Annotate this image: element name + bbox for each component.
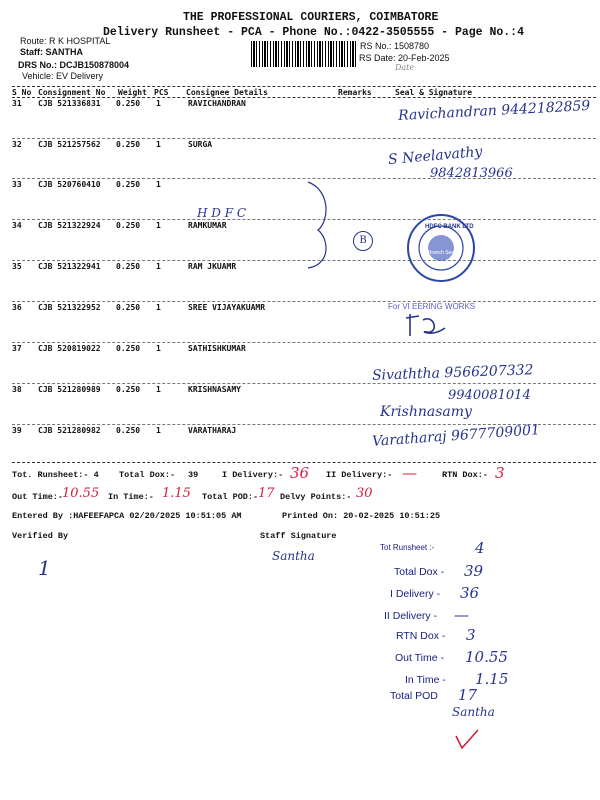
i-delivery-label: I Delivery:- (222, 470, 284, 480)
vehicle: Vehicle: EV Delivery (22, 71, 104, 81)
col-remarks: Remarks (338, 88, 372, 97)
tot-runsheet: Tot. Runsheet:- 4 (12, 470, 99, 480)
header-rule-top (12, 86, 596, 87)
route: Route: R K HOSPITAL (20, 36, 111, 46)
stamp-top-text: HDFC BANK LTD (425, 224, 474, 230)
row-weight: 0.250 (116, 99, 141, 108)
col-weight: Weight (118, 88, 147, 97)
row-consignment: CJB 521257562 (38, 140, 101, 149)
row-sno: 34 (12, 221, 22, 230)
row36-signature (405, 310, 455, 340)
hw-row38-phone: 9940081014 (448, 388, 531, 403)
stamp-summary-value: 1.15 (475, 670, 509, 688)
hw-row39: Varatharaj 9677709001 (371, 422, 541, 450)
row-pcs: 1 (156, 221, 161, 230)
stamp-summary-value: 39 (464, 562, 484, 580)
row-sno: 31 (12, 99, 22, 108)
row-sno: 35 (12, 262, 22, 271)
printed-on: Printed On: 20-02-2025 10:51:25 (282, 511, 441, 521)
row-weight: 0.250 (116, 140, 141, 149)
row-consignee: SATHISHKUMAR (188, 344, 246, 353)
hdfc-bank-stamp (405, 212, 477, 284)
header-rule-bottom (12, 97, 596, 98)
hw-row32-phone: 9842813966 (430, 166, 513, 181)
stamp-sign: Santha (452, 705, 495, 719)
stamp-summary-label: Out Time - (395, 652, 445, 664)
col-pcs: PCS (154, 88, 169, 97)
row-consignee: SURGA (188, 140, 213, 149)
stamp-summary-value: — (454, 606, 469, 624)
row-divider (12, 383, 596, 384)
hw-row32-name: S Neelavathy (387, 143, 484, 169)
hw-row36-stamp: For VI EERING WORKS (388, 302, 476, 311)
row-weight: 0.250 (116, 180, 141, 189)
total-pod-label: Total POD:- (202, 492, 259, 502)
hw-row37: Sivaththa 9566207332 (371, 362, 534, 384)
stamp-summary-label: RTN Dox - (396, 630, 446, 642)
row-consignee: VARATHARAJ (188, 426, 237, 435)
in-time-label: In Time:- (108, 492, 154, 502)
row-pcs: 1 (156, 99, 161, 108)
stamp-summary-value: 4 (475, 539, 485, 557)
stamp-center-text: Branch Seal (428, 250, 456, 256)
stamp-summary-label: II Delivery - (384, 610, 438, 622)
total-pod-value: 17 (258, 486, 275, 501)
row-weight: 0.250 (116, 262, 141, 271)
row-weight: 0.250 (116, 344, 141, 353)
staff: Staff: SANTHA (20, 47, 83, 57)
rs-date: RS Date: 20-Feb-2025 (359, 53, 450, 63)
row-consignee: KRISHNASAMY (188, 385, 241, 394)
verified-by: Verified By (12, 531, 69, 541)
brace-mark (300, 180, 340, 270)
row-sno: 38 (12, 385, 22, 394)
row-consignee: RAMKUMAR (188, 221, 227, 230)
row-consignment: CJB 520760410 (38, 180, 101, 189)
total-dox-value: 39 (188, 470, 199, 480)
row-sno: 32 (12, 140, 22, 149)
row-consignment: CJB 521322924 (38, 221, 101, 230)
stamp-summary-label: Total POD (390, 690, 438, 702)
row-consignee: RAM JKUAMR (188, 262, 237, 271)
row-weight: 0.250 (116, 221, 141, 230)
hw-row38-name: Krishnasamy (380, 404, 472, 420)
hw-row31: Ravichandran 9442182859 (397, 97, 591, 125)
row-consignment: CJB 521280982 (38, 426, 101, 435)
row-sno: 37 (12, 344, 22, 353)
row-weight: 0.250 (116, 385, 141, 394)
row-weight: 0.250 (116, 303, 141, 312)
rs-date-note: Date (395, 63, 415, 72)
rs-number: RS No.: 1508780 (360, 41, 430, 51)
row-divider (12, 138, 596, 139)
ii-delivery-label: II Delivery:- (326, 470, 393, 480)
rtn-dox-label: RTN Dox:- (442, 470, 488, 480)
row-divider (12, 301, 596, 302)
verified-signature: 1 (38, 556, 51, 580)
row-consignment: CJB 521322941 (38, 262, 101, 271)
row-pcs: 1 (156, 303, 161, 312)
in-time-value: 1.15 (162, 486, 191, 501)
delvy-points-label: Delvy Points:- (280, 492, 352, 502)
col-consignment: Consignment No (38, 88, 106, 97)
red-tick (452, 728, 482, 750)
row-weight: 0.250 (116, 426, 141, 435)
row-sno: 36 (12, 303, 22, 312)
staff-signature: Santha (272, 549, 315, 563)
row-pcs: 1 (156, 180, 161, 189)
total-dox-label: Total Dox:- (119, 470, 176, 480)
row-sno: 39 (12, 426, 22, 435)
row-consignee: SREE VIJAYAKUAMR (188, 303, 266, 312)
row-pcs: 1 (156, 344, 161, 353)
staff-signature-label: Staff Signature (260, 531, 337, 541)
row-sno: 33 (12, 180, 22, 189)
delvy-points-value: 30 (356, 486, 373, 501)
stamp-summary-label: I Delivery - (390, 588, 441, 600)
hw-row34: H D F C (197, 206, 247, 220)
out-time-label: Out Time:- (12, 492, 64, 502)
rtn-dox-value: 3 (495, 464, 505, 482)
stamp-summary-label: Total Dox - (394, 566, 445, 578)
row-consignment: CJB 521280989 (38, 385, 101, 394)
row-pcs: 1 (156, 385, 161, 394)
ii-delivery-value: — (402, 464, 417, 482)
col-sno: S No (12, 88, 32, 97)
barcode (251, 41, 356, 67)
company-title: THE PROFESSIONAL COURIERS, COIMBATORE (183, 11, 439, 24)
drs-number: DRS No.: DCJB150878004 (18, 60, 130, 70)
col-seal: Seal & Signature (395, 88, 473, 97)
row-pcs: 1 (156, 426, 161, 435)
row-consignment: CJB 521336831 (38, 99, 101, 108)
out-time-value: 10.55 (62, 486, 100, 501)
row-consignment: CJB 520819022 (38, 344, 101, 353)
row-divider (12, 342, 596, 343)
row-consignment: CJB 521322952 (38, 303, 101, 312)
row-pcs: 1 (156, 262, 161, 271)
stamp-summary-value: 17 (458, 686, 478, 704)
stamp-summary-value: 3 (466, 626, 476, 644)
hw-row34-circle: B (353, 231, 373, 251)
totals-rule (12, 462, 596, 463)
stamp-summary-value: 10.55 (465, 648, 508, 666)
row-consignee: RAVICHANDRAN (188, 99, 246, 108)
row-pcs: 1 (156, 140, 161, 149)
stamp-summary-label: Tot Runsheet :- (380, 543, 435, 552)
i-delivery-value: 36 (290, 464, 310, 482)
runsheet-title: Delivery Runsheet - PCA - Phone No.:0422-3505555 - Page No.:4 (103, 26, 524, 39)
stamp-summary-label: In Time - (405, 674, 446, 686)
entered-by: Entered By :HAFEEFAPCA 02/20/2025 10:51:05 AM (12, 511, 242, 521)
stamp-summary-value: 36 (460, 584, 480, 602)
col-consignee: Consignee Details (186, 88, 268, 97)
